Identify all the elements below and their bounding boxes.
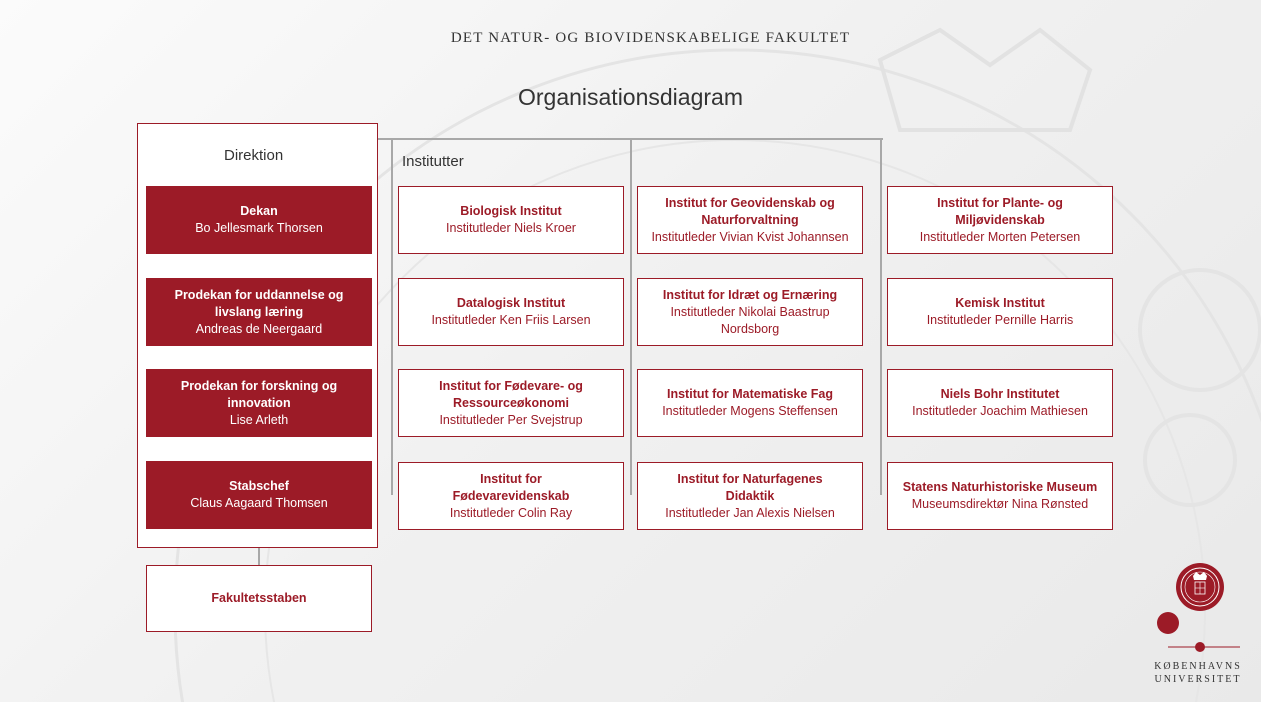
direktion-label: Direktion bbox=[224, 147, 284, 164]
institute-leader: Institutleder Morten Petersen bbox=[919, 229, 1081, 244]
institute-box[interactable] bbox=[887, 186, 1113, 254]
institute-leader: Institutleder Jan Alexis Nielsen bbox=[665, 505, 835, 520]
faculty-name: DET NATUR- OG BIOVIDENSKABELIGE FAKULTET bbox=[450, 30, 851, 46]
institute-name: Institut for Plante- og Miljøvidenskab bbox=[937, 195, 1063, 227]
prodekan-uddannelse-person: Andreas de Neergaard bbox=[195, 321, 323, 336]
prodekan-uddannelse-title: Prodekan for uddannelse og livslang læring bbox=[174, 287, 344, 319]
institute-name: Institut for Matematiske Fag bbox=[667, 387, 833, 401]
institute-name: Statens Naturhistoriske Museum bbox=[902, 480, 1098, 494]
institute-leader: Institutleder Niels Kroer bbox=[446, 221, 576, 235]
fakultetsstaben-label: Fakultetsstaben bbox=[211, 591, 307, 605]
institute-name: Institut for Idræt og Ernæring bbox=[662, 287, 838, 302]
institute-box[interactable] bbox=[887, 278, 1113, 346]
institute-leader: Institutleder Joachim Mathiesen bbox=[912, 404, 1088, 418]
page-title: Organisationsdiagram bbox=[517, 84, 743, 110]
connector-col2 bbox=[630, 138, 632, 495]
institute-box[interactable] bbox=[637, 278, 863, 346]
institute-name: Institut for Fødevarevidenskab bbox=[452, 471, 570, 503]
university-name bbox=[1148, 660, 1248, 686]
institute-box[interactable] bbox=[637, 369, 863, 437]
institute-name: Kemisk Institut bbox=[955, 296, 1045, 310]
institute-box[interactable] bbox=[637, 462, 863, 530]
stabschef-box[interactable] bbox=[146, 461, 372, 529]
institute-name: Niels Bohr Institutet bbox=[940, 387, 1060, 401]
institute-box[interactable] bbox=[887, 369, 1113, 437]
prodekan-forskning-person: Lise Arleth bbox=[229, 412, 289, 427]
dekan-box[interactable] bbox=[146, 186, 372, 254]
stabschef-title: Stabschef bbox=[229, 479, 289, 493]
prodekan-uddannelse-box[interactable] bbox=[146, 278, 372, 346]
institute-leader: Institutleder Pernille Harris bbox=[926, 313, 1074, 327]
institute-name: Institut for Fødevare- og Ressourceøkonomi bbox=[439, 378, 583, 410]
university-name-line2: UNIVERSITET bbox=[1154, 674, 1242, 685]
institute-leader: Institutleder Ken Friis Larsen bbox=[431, 313, 591, 327]
institute-box[interactable] bbox=[887, 462, 1113, 530]
connector-col1 bbox=[391, 138, 393, 495]
institute-leader: Institutleder Mogens Steffensen bbox=[662, 404, 838, 418]
institute-leader: Institutleder Nikolai Baastrup Nordsborg bbox=[670, 304, 830, 336]
university-name-line1: KØBENHAVNS bbox=[1154, 661, 1242, 672]
institute-leader: Institutleder Colin Ray bbox=[449, 505, 573, 520]
fakultetsstaben-box[interactable] bbox=[146, 565, 372, 632]
prodekan-forskning-box[interactable] bbox=[146, 369, 372, 437]
institute-name: Institut for Geovidenskab og Naturforvaltning bbox=[665, 195, 835, 227]
institute-name: Biologisk Institut bbox=[460, 204, 562, 218]
institute-leader: Institutleder Per Svejstrup bbox=[439, 412, 583, 427]
institute-name: Institut for Naturfagenes Didaktik bbox=[677, 471, 823, 503]
institute-box[interactable] bbox=[398, 369, 624, 437]
stabschef-person: Claus Aagaard Thomsen bbox=[190, 496, 328, 510]
prodekan-forskning-title: Prodekan for forskning og innovation bbox=[180, 378, 338, 410]
connector-staff bbox=[258, 548, 260, 565]
dekan-title: Dekan bbox=[240, 204, 278, 218]
institute-name: Datalogisk Institut bbox=[456, 296, 566, 310]
dekan-person: Bo Jellesmark Thorsen bbox=[195, 221, 323, 235]
institute-box[interactable] bbox=[398, 278, 624, 346]
institute-box[interactable] bbox=[398, 462, 624, 530]
institute-box[interactable] bbox=[637, 186, 863, 254]
institutter-label: Institutter bbox=[402, 153, 464, 170]
connector-col3 bbox=[880, 138, 882, 495]
institute-box[interactable] bbox=[398, 186, 624, 254]
institute-leader: Institutleder Vivian Kvist Johannsen bbox=[651, 229, 849, 244]
institute-leader: Museumsdirektør Nina Rønsted bbox=[911, 497, 1089, 511]
